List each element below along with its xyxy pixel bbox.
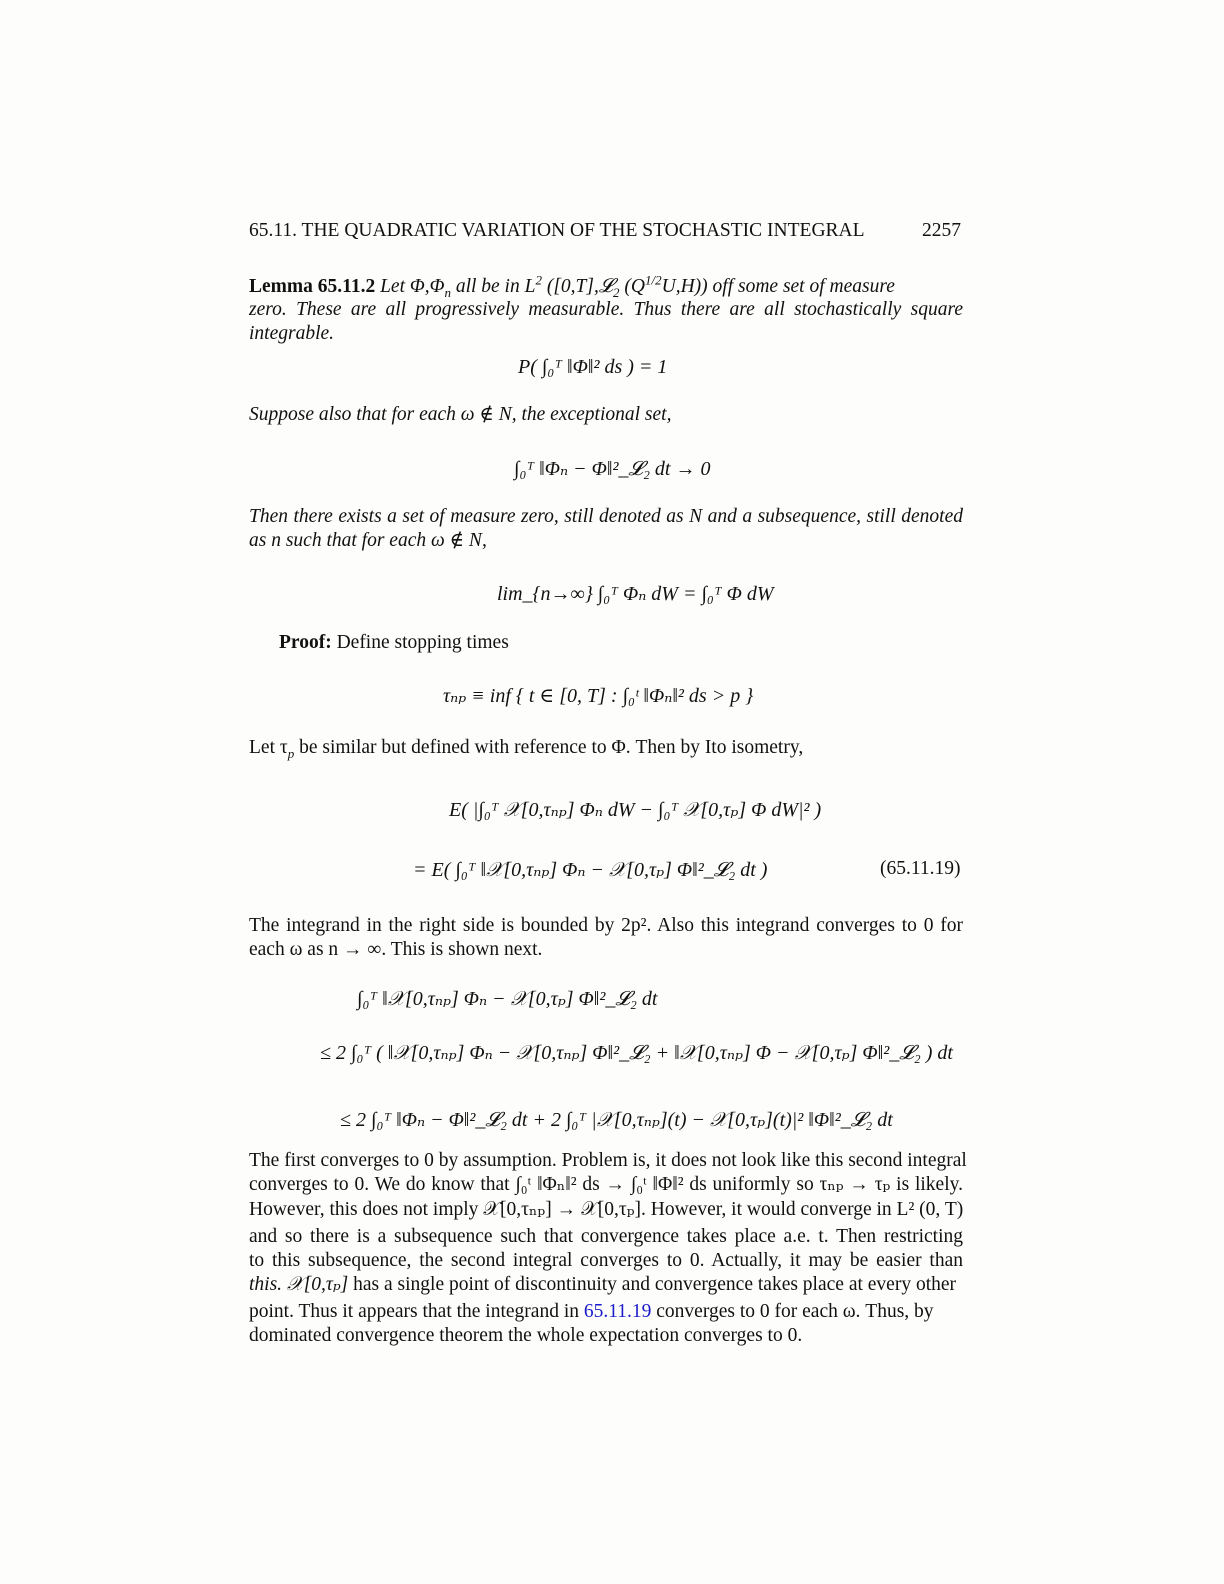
- paragraph-line-4: and so there is a subsequence such that convergence takes place a.e. t. Then restricting: [249, 1226, 963, 1247]
- lemma-label: Lemma 65.11.2: [249, 276, 376, 297]
- inequality-line-2: ≤ 2 ∫₀ᵀ ( ‖𝒳[0,τₙₚ] Φₙ − 𝒳[0,τₙₚ] Φ‖²_𝓛₂ + ‖𝒳[0,τₙₚ] Φ − 𝒳[0,τₚ] Φ‖²_𝓛₂ ) dt: [320, 1042, 953, 1064]
- equation-ito-isometry-line-2: = E( ∫₀ᵀ ‖𝒳[0,τₙₚ] Φₙ − 𝒳[0,τₚ] Φ‖²_𝓛₂ dt ): [413, 859, 768, 881]
- lemma-line-2: zero. These are all progressively measurable. Thus there are all stochastically square: [249, 299, 963, 320]
- equation-number: (65.11.19): [880, 858, 961, 879]
- paragraph-line-5: to this subsequence, the second integral converges to 0. Actually, it may be easier than: [249, 1250, 963, 1271]
- equation-convergence-assumption: ∫₀ᵀ ‖Φₙ − Φ‖²_𝓛₂ dt → 0: [514, 458, 711, 480]
- proof-intro-text: Define stopping times: [336, 632, 509, 653]
- equation-probability: P( ∫₀ᵀ ‖Φ‖² ds ) = 1: [518, 356, 668, 378]
- inequality-line-3: ≤ 2 ∫₀ᵀ ‖Φₙ − Φ‖²_𝓛₂ dt + 2 ∫₀ᵀ |𝒳[0,τₙₚ](t) − 𝒳[0,τₚ](t)|² ‖Φ‖²_𝓛₂ dt: [340, 1109, 893, 1131]
- page-number: 2257: [922, 220, 961, 241]
- lemma-line-1: [249, 274, 963, 299]
- let-tau-line: Let $\tau_p$ be similar but defined with reference to Φ. Then by Ito isometry,: [249, 737, 804, 761]
- equation-reference-link[interactable]: 65.11.19: [583, 1301, 652, 1322]
- suppose-line: Suppose also that for each ω ∉ N, the exceptional set,: [249, 404, 672, 425]
- paragraph-line-2: converges to 0. We do know that ∫₀ᵗ ‖Φₙ‖² ds → ∫₀ᵗ ‖Φ‖² ds uniformly so τₙₚ → τₚ is likely.: [249, 1174, 963, 1195]
- paragraph-line-1: The first converges to 0 by assumption. Problem is, it does not look like this second integral: [249, 1150, 967, 1171]
- paragraph-line-3: However, this does not imply 𝒳[0,τₙₚ] → 𝒳[0,τₚ]. However, it would converge in L² (0, T): [249, 1199, 964, 1220]
- equation-ito-isometry-line-1: E( |∫₀ᵀ 𝒳[0,τₙₚ] Φₙ dW − ∫₀ᵀ 𝒳[0,τₚ] Φ dW|² ): [449, 799, 822, 821]
- proof-label: Proof:: [279, 632, 332, 653]
- paragraph-line-8: dominated convergence theorem the whole expectation converges to 0.: [249, 1325, 803, 1346]
- bounded-line-2: each ω as n → ∞. This is shown next.: [249, 939, 543, 960]
- lemma-text-1: Let $\Phi,\Phi_n$ all be in $L^2$ ([0,T],𝓛$_2$ $(Q^{1/2}U,H)$) off some set of measure: [380, 272, 895, 300]
- paragraph-line-7: point. Thus it appears that the integrand in 65.11.19 converges to 0 for each ω. Thus, by: [249, 1301, 934, 1322]
- proof-intro: [279, 631, 509, 655]
- paragraph-line-6: this. 𝒳[0,τₚ] has a single point of discontinuity and convergence takes place at every other: [249, 1274, 957, 1295]
- running-header-title: 65.11. THE QUADRATIC VARIATION OF THE STOCHASTIC INTEGRAL: [249, 220, 865, 241]
- lemma-line-3: integrable.: [249, 323, 335, 344]
- equation-limit-integral: lim_{n→∞} ∫₀ᵀ Φₙ dW = ∫₀ᵀ Φ dW: [497, 583, 774, 605]
- then-line-2: as n such that for each ω ∉ N,: [249, 530, 487, 551]
- inequality-line-1: ∫₀ᵀ ‖𝒳[0,τₙₚ] Φₙ − 𝒳[0,τₚ] Φ‖²_𝓛₂ dt: [357, 988, 658, 1010]
- bounded-line-1: The integrand in the right side is bounded by 2p². Also this integrand converges to 0 for: [249, 915, 963, 936]
- equation-stopping-time: τₙₚ ≡ inf { t ∈ [0, T] : ∫₀ᵗ ‖Φₙ‖² ds > p }: [443, 685, 754, 707]
- then-line-1: Then there exists a set of measure zero, still denoted as N and a subsequence, still denoted: [249, 506, 963, 527]
